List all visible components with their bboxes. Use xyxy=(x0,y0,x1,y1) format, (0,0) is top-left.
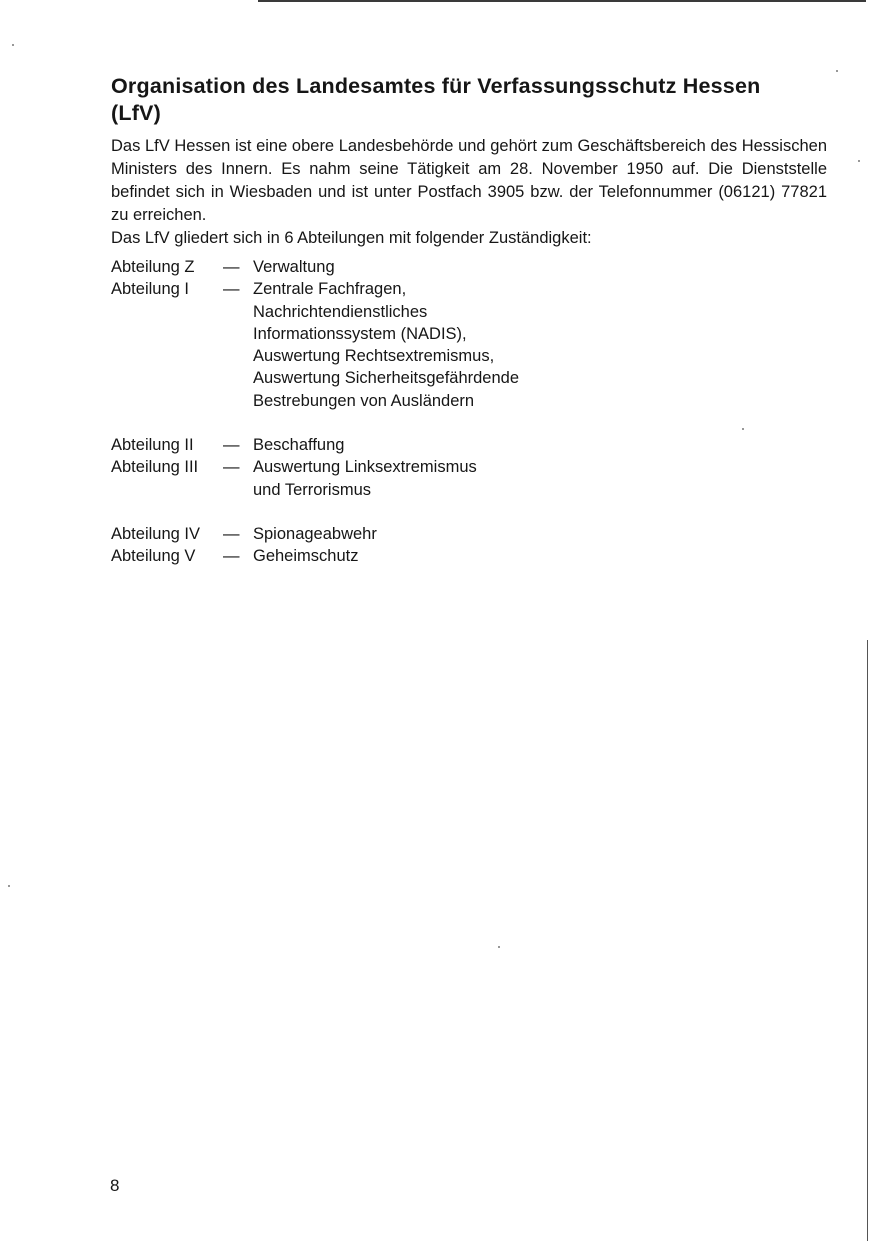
duty-line: Auswertung Linksextremismus xyxy=(253,458,477,477)
group-spacer xyxy=(111,501,711,523)
department-item xyxy=(111,256,711,278)
page-number: 8 xyxy=(110,1176,120,1195)
duty-line: Nachrichtendienstliches xyxy=(253,302,428,321)
duty-line: Geheimschutz xyxy=(253,547,359,566)
department-item xyxy=(111,278,711,412)
separator-dash: — xyxy=(223,436,240,455)
department-duties xyxy=(253,256,711,278)
department-duties xyxy=(253,434,711,456)
separator-dash: — xyxy=(223,547,240,566)
duty-line: Zentrale Fachfragen, xyxy=(253,280,407,299)
duty-line: Informationssystem (NADIS), xyxy=(253,324,467,343)
department-name: Abteilung V xyxy=(111,547,196,566)
department-name: Abteilung III xyxy=(111,458,199,477)
department-item xyxy=(111,456,711,501)
department-name: Abteilung Z xyxy=(111,258,195,276)
separator-dash: — xyxy=(223,458,240,477)
duty-line: Auswertung Sicherheitsgefährdende xyxy=(253,369,520,388)
duty-line: Beschaffung xyxy=(253,436,345,455)
right-edge-rule xyxy=(867,640,868,1241)
intro-line: Das LfV gliedert sich in 6 Abteilungen mit folgender Zuständigkeit: xyxy=(111,229,592,247)
page-title: Organisation des Landesamtes für Verfassungsschutz Hessen (LfV) xyxy=(111,74,761,125)
intro-text xyxy=(111,135,827,250)
separator-dash: — xyxy=(223,258,240,276)
duty-line: Spionageabwehr xyxy=(253,524,377,543)
duty-line: und Terrorismus xyxy=(253,480,371,499)
scan-speck xyxy=(12,44,14,46)
department-duties xyxy=(253,456,711,501)
separator-dash: — xyxy=(223,524,240,543)
department-item xyxy=(111,523,711,545)
duty-line: Bestrebungen von Ausländern xyxy=(253,391,475,410)
department-name: Abteilung II xyxy=(111,436,194,455)
department-name: Abteilung I xyxy=(111,280,189,299)
department-item xyxy=(111,545,711,567)
scan-speck xyxy=(742,428,744,430)
intro-paragraph: Das LfV Hessen ist eine obere Landesbehörde und gehört zum Geschäftsbereich des Hessischen Ministers des Innern. Es nahm seine Tätigkeit am 28. November 1950 auf. Die Dienststelle befindet sich in Wiesbaden und ist unter Postfach 3905 bzw. der Telefonnummer (06121) 77821 zu erreichen. xyxy=(111,137,827,224)
department-list xyxy=(111,256,711,568)
duty-line: Verwaltung xyxy=(253,258,335,276)
separator-dash: — xyxy=(223,280,240,299)
scan-speck xyxy=(858,160,860,162)
duty-line: Auswertung Rechtsextremismus, xyxy=(253,347,495,366)
scan-speck xyxy=(498,946,500,948)
scan-speck xyxy=(836,70,838,72)
department-duties xyxy=(253,278,711,412)
group-spacer xyxy=(111,412,711,434)
department-duties xyxy=(253,545,711,567)
top-edge-rule xyxy=(258,0,866,2)
department-name: Abteilung IV xyxy=(111,524,200,543)
scan-speck xyxy=(8,885,10,887)
department-item xyxy=(111,434,711,456)
department-duties xyxy=(253,523,711,545)
